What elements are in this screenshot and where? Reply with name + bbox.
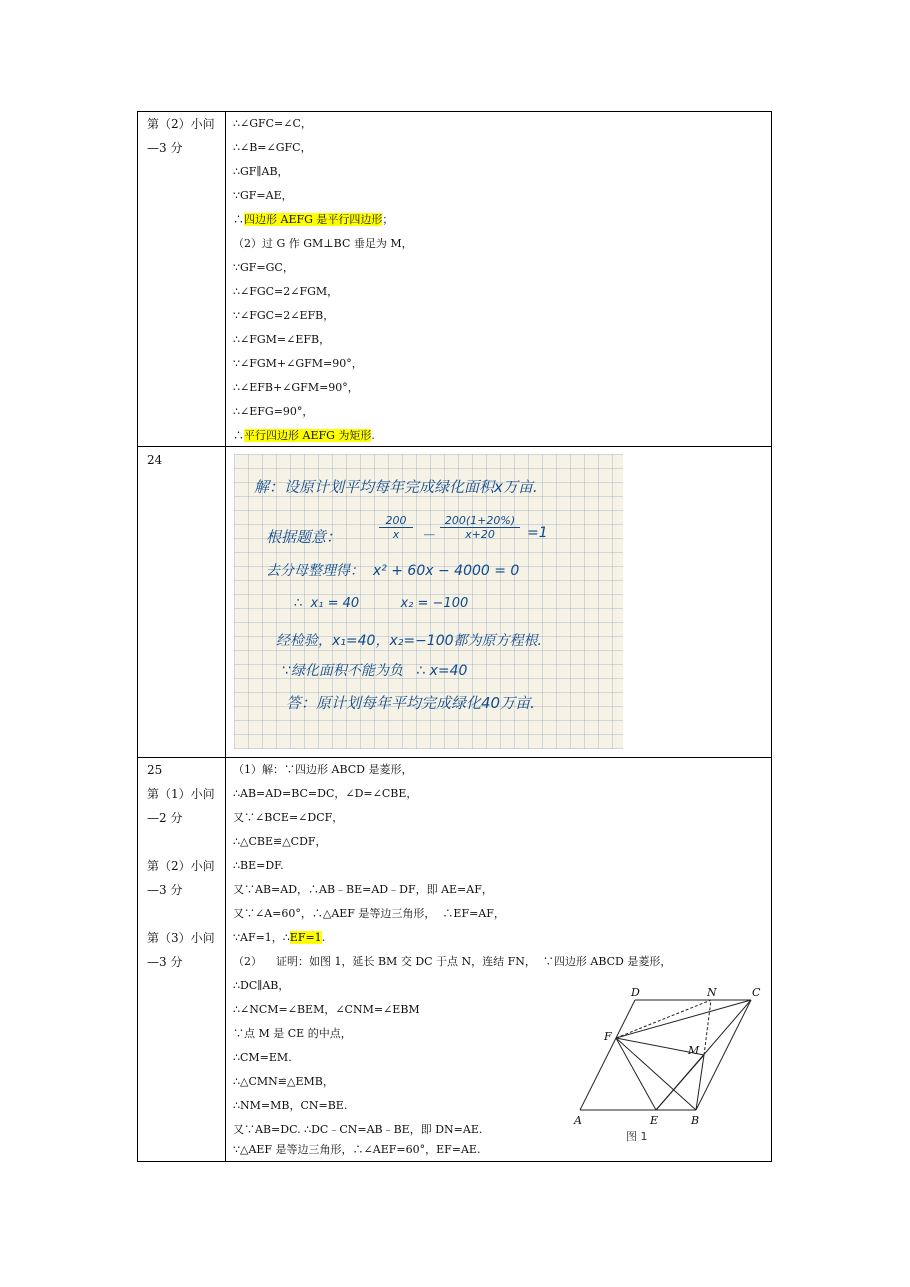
segment-ad [580, 1000, 635, 1110]
figure-caption: 图 1 [626, 1130, 648, 1143]
q25-label-score1: —2 分 [147, 811, 183, 825]
label-c: C [752, 986, 761, 999]
q25-line: ∴∠NCM=∠BEM，∠CNM=∠EBM [233, 1003, 420, 1016]
segment-mn-dashed [704, 1000, 711, 1055]
af-text: ∵AF=1，∴ [233, 931, 290, 944]
q23-line: ∴∠FGM=∠EFB， [233, 333, 331, 346]
q23-line: ∵GF=GC， [233, 261, 294, 274]
q25-line: ∴DC∥AB， [233, 979, 290, 992]
fraction-1-numerator: 200 [385, 514, 407, 527]
q25-line: ∵△AEF 是等边三角形，∴∠AEF=60°，EF=AE. [233, 1143, 481, 1156]
q25-label-score3: —3 分 [147, 955, 183, 969]
hand-line-3: 去分母整理得： x² + 60x − 4000 = 0 [266, 563, 520, 579]
q23-label-score: —3 分 [147, 141, 183, 155]
fraction-1-denominator: x [379, 527, 413, 541]
segment-fn-dashed [616, 1000, 711, 1038]
hand-line-5: 经检验，x₁=40，x₂=−100都为原方程根. [276, 633, 542, 649]
hand-line-7: 答：原计划每年平均完成绿化40万亩. [286, 694, 535, 712]
q25-label-part1: 第（1）小问 [147, 787, 215, 801]
q25-line: 又∵AB=AD，∴AB﹣BE=AD﹣DF，即 AE=AF， [233, 883, 493, 896]
semicolon-text: ； [382, 213, 394, 226]
therefore-text: ∴ [233, 213, 244, 226]
label-b: B [691, 1114, 700, 1127]
q23-line: ∴∠FGC=2∠FGM， [233, 285, 339, 298]
q23-line: （2）过 G 作 GM⊥BC 垂足为 M， [233, 237, 413, 250]
equals-one: =1 [527, 525, 548, 541]
q25-line: ∴△CBE≌△CDF， [233, 835, 327, 848]
q25-label-number: 25 [147, 763, 163, 777]
label-f: F [604, 1030, 612, 1043]
q25-label-part2: 第（2）小问 [147, 859, 215, 873]
q23-line: ∵∠FGC=2∠EFB， [233, 309, 335, 322]
label-n: N [707, 986, 717, 999]
q25-line: ∴BE=DF. [233, 859, 284, 872]
hand-line-6: ∵绿化面积不能为负 ∴ x=40 [282, 663, 468, 679]
handwritten-solution-image [234, 454, 623, 749]
label-m: M [688, 1044, 700, 1057]
q25-label-score2: —3 分 [147, 883, 183, 897]
segment-fe [616, 1038, 656, 1110]
rhombus-diagram [570, 982, 765, 1152]
q25-line: （2） 证明：如图 1，延长 BM 交 DC 于点 N，连结 FN， ∵四边形 ABCD 是菱形， [233, 955, 672, 968]
segment-fc [616, 1000, 751, 1038]
period-text: . [371, 429, 375, 442]
label-e: E [650, 1114, 659, 1127]
highlight-parallelogram: 四边形 AEFG 是平行四边形 [244, 213, 383, 226]
label-a: A [574, 1114, 582, 1127]
q25-line: 又∵AB=DC. ∴DC﹣CN=AB﹣BE，即 DN=AE. [233, 1123, 483, 1136]
q25-line: ∴△CMN≌△EMB， [233, 1075, 334, 1088]
hand-line-1: 解：设原计划平均每年完成绿化面积x万亩. [254, 478, 538, 496]
answer-table [137, 111, 772, 1162]
q25-line: （1）解：∵四边形 ABCD 是菱形， [233, 763, 413, 776]
q23-line-conclusion-2 [233, 424, 375, 448]
q25-line-ef-value [233, 926, 325, 950]
period-text: . [321, 931, 326, 944]
highlight-rectangle: 平行四边形 AEFG 为矩形 [244, 429, 372, 442]
therefore-text: ∴ [233, 429, 244, 442]
fraction-2 [440, 514, 520, 541]
q23-line: ∴∠EFB+∠GFM=90°， [233, 381, 359, 394]
q25-line: 又∵∠BCE=∠DCF， [233, 811, 344, 824]
q23-line: ∵∠FGM+∠GFM=90°， [233, 357, 363, 370]
q24-label: 24 [147, 453, 163, 467]
minus-sign: － [421, 528, 435, 544]
segment-fb [616, 1038, 696, 1110]
q23-line-conclusion-1 [233, 208, 393, 232]
q25-line: ∴NM=MB，CN=BE. [233, 1099, 348, 1112]
q23-line: ∴∠EFG=90°， [233, 405, 314, 418]
q25-label-part3: 第（3）小问 [147, 931, 215, 945]
q23-label-part: 第（2）小问 [147, 117, 215, 131]
hand-line-2-lead: 根据题意： [266, 528, 342, 546]
label-d: D [631, 986, 640, 999]
fraction-1 [379, 514, 413, 541]
hand-line-4: ∴ x₁ = 40 x₂ = −100 [294, 596, 469, 611]
q23-line: ∴GF∥AB， [233, 165, 289, 178]
q25-line: 又∵∠A=60°，∴△AEF 是等边三角形， ∴EF=AF， [233, 907, 505, 920]
q25-line: ∴CM=EM. [233, 1051, 292, 1064]
q23-line: ∴∠B=∠GFC， [233, 141, 312, 154]
geometry-figure [570, 982, 765, 1152]
fraction-2-denominator: x+20 [440, 527, 520, 541]
q25-line: ∴AB=AD=BC=DC，∠D=∠CBE， [233, 787, 418, 800]
q23-line: ∴∠GFC=∠C， [233, 117, 312, 130]
column-divider [225, 112, 226, 1161]
q25-line: ∵点 M 是 CE 的中点， [233, 1027, 352, 1040]
highlight-ef: EF=1 [289, 931, 322, 944]
q23-line: ∵GF=AE， [233, 189, 293, 202]
fraction-2-numerator: 200(1+20%) [444, 514, 516, 527]
